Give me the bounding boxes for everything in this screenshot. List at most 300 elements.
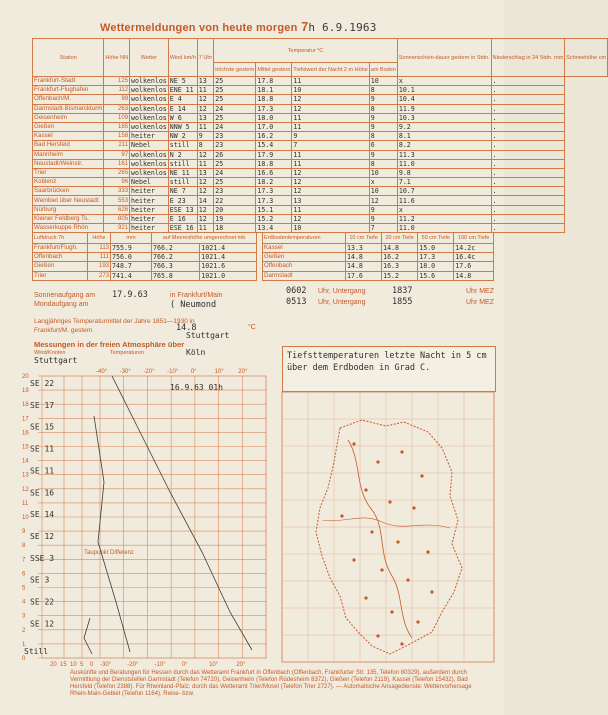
station-cell: 6 [369, 141, 397, 150]
station-cell: 99 [104, 95, 130, 104]
map-station-dot [340, 514, 343, 517]
station-cell: 17.3 [256, 104, 292, 113]
station-cell: 12 [197, 178, 213, 187]
station-row [33, 104, 608, 113]
soil-cell: 17.3 [418, 253, 454, 262]
altitude-tick-label: 1 [22, 641, 26, 648]
soil-cell: 14.2c [454, 244, 494, 253]
soil-row [263, 271, 494, 280]
wind-reading: SE 11 [30, 466, 55, 476]
col-sonne: Sonnenschein-dauer gestern in Stdn. [397, 39, 491, 77]
station-cell: 9 [292, 132, 369, 141]
station-cell: . [491, 141, 565, 150]
station-cell: . [491, 159, 565, 168]
soil-cell: 16.3 [382, 262, 418, 271]
station-cell: W 6 [168, 113, 197, 122]
soil-row [263, 244, 494, 253]
pressure-cell: Frankfurt/Flugh. [33, 244, 88, 253]
altitude-tick-label: 12 [22, 486, 29, 493]
station-cell: wolkenlos [131, 95, 167, 104]
map-station-dot [364, 488, 367, 491]
sunrise-date: 17.9.63 [112, 290, 148, 300]
station-cell: still [168, 141, 197, 150]
moonrise-time: 0513 [286, 297, 307, 307]
station-cell: 11.9 [397, 104, 491, 113]
soil-cell: 15.0 [418, 244, 454, 253]
map-station-dot [376, 460, 379, 463]
station-cell: 24 [214, 168, 256, 177]
station-row [33, 95, 608, 104]
station-cell: 18.8 [256, 95, 292, 104]
station-cell: 16.6 [256, 168, 292, 177]
soil-head-2: 10 cm Tiefe [346, 233, 382, 244]
altitude-tick-label: 13 [22, 472, 29, 479]
altitude-tick-label: 11 [22, 500, 29, 507]
station-cell: wolkenlos [131, 86, 167, 95]
altitude-tick-label: 0 [22, 656, 26, 662]
station-cell: ESE 16 [168, 224, 197, 233]
station-cell: 553 [104, 196, 130, 205]
map-station-dot [400, 450, 403, 453]
map-station-dot [416, 620, 419, 623]
pressure-head-2: Höhe [88, 233, 111, 244]
wind-reading: SE 22 [30, 597, 55, 607]
station-cell: wolkenlos [131, 150, 167, 159]
station-cell: 26 [214, 150, 256, 159]
station-row [33, 159, 608, 168]
longterm-line1: Langjähriges Temperaturmittel der Jahre 1851—1930 in [34, 318, 195, 325]
station-cell: 211 [104, 141, 130, 150]
soil-cell: 15.2 [382, 271, 418, 280]
station-cell: 10 [292, 86, 369, 95]
pressure-row [33, 271, 257, 280]
station-cell: heiter [130, 132, 169, 141]
station-cell: ENE 11 [168, 86, 197, 95]
stuttgart-note: Stuttgart [186, 331, 230, 340]
station-cell: heiter [130, 205, 169, 214]
station-cell: 805 [104, 214, 130, 223]
wind-reading: SE 14 [30, 510, 55, 520]
pressure-cell: 113 [88, 244, 111, 253]
station-cell: heiter [130, 214, 169, 223]
station-row [33, 187, 608, 196]
moonrise-label: Mondaufgang am [34, 301, 89, 308]
station-cell: 11 [292, 205, 369, 214]
station-cell: 10.1 [397, 86, 491, 95]
germany-region-map [282, 392, 494, 662]
station-cell: 12 [292, 187, 369, 196]
station-cell: 11 [197, 86, 213, 95]
station-cell: 8 [369, 86, 397, 95]
station-cell: 10 [292, 224, 369, 233]
altitude-tick-label: 15 [22, 444, 29, 451]
station-cell: . [491, 178, 565, 187]
pressure-cell: 756.0 [111, 253, 152, 262]
pressure-row [33, 262, 257, 271]
station-cell: Saarbrücken [33, 187, 104, 196]
station-row [33, 214, 608, 223]
station-cell: still [168, 178, 197, 187]
station-cell: . [491, 132, 565, 141]
station-row [33, 141, 608, 150]
soil-cell: 13.3 [346, 244, 382, 253]
station-cell: 265 [104, 168, 130, 177]
station-cell: 22 [214, 196, 256, 205]
atmo-place-left: Stuttgart [34, 356, 78, 365]
station-cell: 8 [369, 132, 397, 141]
station-cell: wolkenlos [131, 113, 167, 122]
station-cell: 11.2 [397, 214, 491, 223]
station-cell: 125 [104, 77, 130, 86]
soil-cell: Offenbach [263, 262, 346, 271]
map-station-dot [376, 634, 379, 637]
altitude-tick-label: 14 [22, 458, 29, 465]
station-cell: 263 [104, 104, 130, 113]
bottom-tick-label: -30° [100, 662, 112, 668]
col-niederschlag: Niederschlag in 24 Stdn. mm [491, 39, 565, 77]
altitude-tick-label: 6 [22, 571, 26, 578]
altitude-tick-label: 17 [22, 416, 29, 423]
soil-cell: 18.0 [418, 262, 454, 271]
station-row [33, 178, 608, 187]
station-cell: 11 [292, 150, 369, 159]
surface-trace [84, 618, 92, 654]
station-cell: wolkenlos [131, 104, 167, 113]
station-weather-table [32, 38, 608, 233]
soil-row [263, 262, 494, 271]
station-cell: 13 [197, 77, 213, 86]
bottom-tick-label: 20° [236, 662, 246, 668]
atmo-subhead-mid: Temperaturen [110, 350, 144, 356]
station-cell: 9 [369, 214, 397, 223]
atmo-title: Messungen in der freien Atmosphäre über [34, 340, 185, 349]
soil-head-4: 50 cm Tiefe [418, 233, 454, 244]
map-station-dot [430, 590, 433, 593]
station-cell: 158 [104, 132, 130, 141]
station-cell: x [397, 77, 491, 86]
soil-cell: Darmstadt [263, 271, 346, 280]
pressure-cell: 1021.4 [200, 244, 257, 253]
temperature-tick-top: 20° [238, 369, 248, 375]
altitude-tick-label: 16 [22, 430, 29, 437]
soil-cell: 16.2 [382, 253, 418, 262]
moon-phase: ( Neumond [170, 300, 217, 310]
station-cell: 11 [197, 159, 213, 168]
station-cell: 12 [369, 196, 397, 205]
station-cell: E 14 [168, 104, 197, 113]
pressure-cell: Gießen [33, 262, 88, 271]
station-cell: 9 [369, 95, 397, 104]
station-cell: 8 [369, 104, 397, 113]
station-cell: 13 [197, 168, 213, 177]
map-station-dot [364, 596, 367, 599]
temperature-tick-top: -30° [119, 369, 131, 375]
soil-cell: 14.8 [346, 262, 382, 271]
soil-head-3: 20 cm Tiefe [382, 233, 418, 244]
station-cell: N 2 [168, 150, 197, 159]
station-cell: . [491, 113, 565, 122]
station-cell: 97 [104, 150, 130, 159]
station-cell: 19 [214, 214, 256, 223]
station-cell: wolkenlos [131, 123, 167, 132]
altitude-tick-label: 9 [22, 529, 26, 536]
col-mittel: Mittel gestern [256, 63, 292, 77]
col-7uhr: 7 Uhr [197, 39, 213, 77]
wind-reading: SE 22 [30, 379, 55, 388]
pressure-cell: 741.4 [111, 271, 152, 280]
station-cell: Kleiner Feldberg Ts. [33, 214, 104, 223]
station-cell: 10.7 [397, 187, 491, 196]
station-cell: Weinbiet über Neustadt [33, 196, 104, 205]
station-cell: NE 11 [168, 168, 197, 177]
station-cell: 25 [214, 159, 256, 168]
altitude-tick-label: 2 [22, 627, 26, 634]
station-cell: 11.0 [397, 224, 491, 233]
station-cell: 12 [197, 205, 213, 214]
pressure-cell: 1021.4 [200, 253, 257, 262]
page-title: Wettermeldungen von heute morgen 7h 6.9.1963 [100, 20, 377, 34]
sunrise-time: 0602 [286, 286, 307, 296]
wind-reading: SE 16 [30, 488, 55, 498]
station-cell: 333 [104, 187, 130, 196]
station-cell: 109 [104, 113, 130, 122]
station-cell: . [491, 86, 565, 95]
taupunkt-label: Taupunkt Differenz [84, 550, 134, 556]
station-cell: still [168, 159, 197, 168]
temperature-tick-top: 0° [190, 369, 197, 375]
pressure-cell: 765.8 [152, 271, 200, 280]
station-cell: . [491, 205, 565, 214]
soil-cell: 14.8 [454, 271, 494, 280]
soil-head-1: Erdbodentemperaturen [263, 233, 346, 244]
station-cell: 25 [214, 86, 256, 95]
pressure-cell: Offenbach [33, 253, 88, 262]
station-cell: . [491, 224, 565, 233]
station-cell: 13 [292, 196, 369, 205]
bottom-tick-label: 15 [60, 662, 67, 668]
soil-cell: 17.6 [454, 262, 494, 271]
bottom-tick-label: -10° [154, 662, 166, 668]
station-cell: Offenbach/M. [33, 95, 104, 104]
station-cell: 15.2 [256, 214, 292, 223]
station-cell: E 23 [168, 196, 197, 205]
station-cell: 13.4 [256, 224, 292, 233]
station-cell: 10 [369, 77, 397, 86]
pressure-row [33, 253, 257, 262]
station-cell: 12 [292, 104, 369, 113]
station-cell: . [491, 95, 565, 104]
temperature-tick-top: -20° [143, 369, 155, 375]
station-cell: Gießen [33, 122, 104, 131]
station-cell: 11 [292, 159, 369, 168]
pressure-cell: 766.3 [152, 262, 200, 271]
station-cell: 14 [197, 196, 213, 205]
map-station-dot [412, 506, 415, 509]
soil-cell: 15.6 [418, 271, 454, 280]
station-cell: 18.1 [256, 86, 292, 95]
station-cell: . [491, 122, 565, 131]
station-cell: . [491, 77, 565, 86]
station-cell: . [491, 168, 565, 177]
station-cell: 25 [214, 178, 256, 187]
station-cell: NE 7 [168, 187, 197, 196]
bottom-tick-label: 10 [70, 662, 77, 668]
station-cell: Darmstadt-Bismarckturm [34, 104, 103, 112]
map-station-dot [406, 578, 409, 581]
bottom-tick-label: 10° [209, 662, 219, 668]
station-cell: 12 [292, 214, 369, 223]
station-cell: 18 [214, 224, 256, 233]
station-cell: 12 [197, 150, 213, 159]
station-cell: 12 [292, 95, 369, 104]
station-cell: E 16 [168, 214, 197, 223]
soil-cell: 17.6 [346, 271, 382, 280]
station-cell: 11.3 [397, 150, 491, 159]
sunrise-place: in Frankfurt/Main [170, 292, 223, 299]
pressure-cell: 766.2 [152, 253, 200, 262]
pressure-cell: 748.7 [111, 262, 152, 271]
col-temperatur: Temperatur °C [214, 39, 398, 63]
station-cell: 185 [104, 122, 130, 131]
wind-reading: SE 11 [30, 444, 55, 454]
station-cell: 11.6 [397, 196, 491, 205]
col-tiefst2m: Tiefstwert der Nacht 2 m Höhe [292, 63, 369, 77]
station-cell: 8 [197, 141, 213, 150]
map-station-dot [420, 474, 423, 477]
pressure-head-3: mm [111, 233, 152, 244]
pressure-cell: 193 [88, 262, 111, 271]
altitude-tick-label: 20 [22, 374, 29, 380]
bottom-tick-label: 0 [90, 662, 94, 668]
station-cell: heiter [130, 196, 169, 205]
station-cell: heiter [130, 187, 169, 196]
soil-minimum-note: Tiefsttemperaturen letzte Nacht in 5 cm über dem Erdboden in Grad C. [282, 346, 496, 392]
soil-cell: 16.4c [454, 253, 494, 262]
pressure-cell: 766.2 [152, 244, 200, 253]
station-cell: x [369, 178, 397, 187]
station-cell: wolkenlos [131, 159, 167, 168]
longterm-value: 14.8 [176, 323, 197, 333]
altitude-tick-label: 7 [22, 557, 26, 564]
sunrise-label: Sonnenaufgang am [34, 292, 96, 299]
station-cell: 23 [214, 132, 256, 141]
station-cell: heiter [130, 224, 169, 233]
station-row [33, 196, 608, 205]
station-cell: 8.2 [397, 141, 491, 150]
station-cell: 11.0 [397, 159, 491, 168]
station-cell: 11 [197, 122, 213, 131]
wind-reading: SSE 3 [30, 553, 55, 563]
col-station: Station [33, 39, 104, 77]
station-cell: 12 [197, 104, 213, 113]
altitude-tick-label: 5 [22, 585, 26, 592]
soil-cell: 14.8 [346, 253, 382, 262]
soil-cell: Kassel [263, 244, 346, 253]
station-cell: . [491, 214, 565, 223]
station-cell: 12 [292, 178, 369, 187]
station-cell: 17.3 [256, 196, 292, 205]
station-cell: 23 [214, 141, 256, 150]
temperature-tick-top: -40° [96, 369, 108, 375]
pressure-head-1: Luftdruck 7h [33, 233, 88, 244]
station-cell: . [491, 150, 565, 159]
station-cell: 16.2 [256, 132, 292, 141]
soil-cell: 14.8 [382, 244, 418, 253]
mez-label-1: Uhr MEZ [466, 288, 494, 295]
wind-reading: SE 3 [30, 575, 50, 585]
station-cell: Bad Hersfeld [33, 141, 104, 150]
station-cell: NNW 5 [168, 122, 197, 131]
map-station-dot [380, 568, 383, 571]
station-cell: 13 [197, 113, 213, 122]
station-cell: . [491, 196, 565, 205]
station-cell: 24 [214, 122, 256, 131]
station-cell: Nebel [130, 141, 169, 150]
station-cell: 10.4 [397, 95, 491, 104]
pressure-cell: 111 [88, 253, 111, 262]
soil-head-5: 100 cm Tiefe [454, 233, 494, 244]
pressure-cell: Trier [33, 271, 88, 280]
altitude-tick-label: 4 [22, 599, 26, 606]
sunset-time: 1837 [392, 286, 413, 296]
station-cell: . [491, 187, 565, 196]
station-cell: Kassel [33, 132, 104, 141]
longterm-line2: Frankfurt/M. gestern [34, 327, 93, 334]
col-wetter: Wetter [130, 39, 169, 77]
station-cell: 9 [369, 150, 397, 159]
station-cell: 11 [292, 77, 369, 86]
station-cell: NE 5 [168, 77, 197, 86]
station-row [33, 86, 608, 95]
sunset-label: Uhr, Untergang [318, 288, 366, 295]
moonset-label: Uhr, Untergang [318, 299, 366, 306]
station-cell: 18.0 [256, 113, 292, 122]
altitude-tick-label: 10 [22, 515, 29, 521]
pressure-cell: 755.9 [111, 244, 152, 253]
station-cell: x [397, 205, 491, 214]
mez-label-2: Uhr MEZ [466, 299, 494, 306]
station-cell: Neustadt/Weinstr. [33, 159, 104, 168]
map-station-dot [400, 642, 403, 645]
soil-row [263, 253, 494, 262]
station-row [33, 122, 608, 131]
station-cell: 9 [369, 205, 397, 214]
station-cell: Geisenheim [33, 113, 104, 122]
station-cell: 921 [104, 224, 130, 233]
map-station-dot [426, 550, 429, 553]
date-stamp: 16.9.63 01h [170, 383, 223, 392]
station-cell: 12 [197, 187, 213, 196]
station-cell: 8 [369, 159, 397, 168]
station-cell: 10 [369, 187, 397, 196]
station-row [33, 168, 608, 177]
station-row [33, 150, 608, 159]
temperature-curve [112, 376, 252, 650]
station-cell: Frankfurt-Stadt [33, 77, 104, 86]
map-station-dot [388, 500, 391, 503]
station-cell: 12 [197, 95, 213, 104]
soil-cell: Gießen [263, 253, 346, 262]
station-cell: 15.4 [256, 141, 292, 150]
station-cell: Wasserkuppe Rhön [33, 224, 104, 233]
col-hoechste: höchste gestern [214, 63, 256, 77]
longterm-unit: °C [248, 324, 256, 331]
col-schnee: Schneehöhe cm [565, 39, 608, 77]
station-cell: Trier [33, 168, 104, 177]
station-cell: 15.1 [256, 205, 292, 214]
station-cell: 17.9 [256, 150, 292, 159]
bottom-tick-label: 5 [80, 662, 84, 668]
